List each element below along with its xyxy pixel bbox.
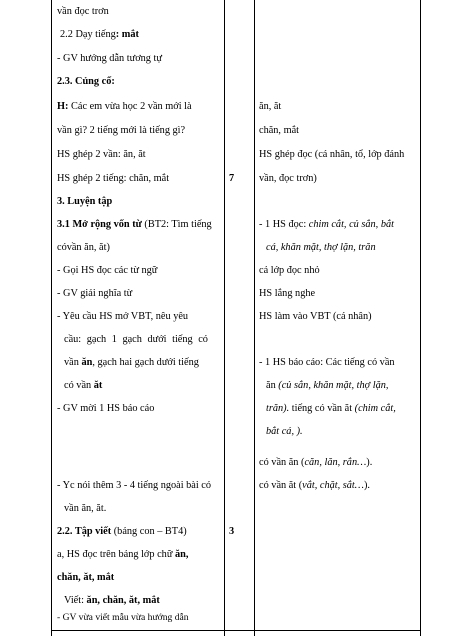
text-line: - 1 HS đọc: chim cắt, củ sắn, bắt — [259, 219, 394, 230]
text-line: trăn). tiếng có vần ăt (chim cắt, — [266, 403, 396, 414]
text-line: vần đọc trơn — [57, 6, 109, 17]
text-line: 3.1 Mở rộng vốn từ (BT2: Tìm tiếng — [57, 219, 212, 230]
text-line: có vần ăt — [64, 380, 103, 391]
text-line: cả lớp đọc nhỏ — [259, 265, 320, 276]
text-line: bắt cá, ). — [266, 426, 303, 437]
text-line: vần gì? 2 tiếng mới là tiếng gì? — [57, 125, 186, 136]
text-line: - GV mời 1 HS báo cáo — [57, 403, 155, 414]
text-line: vần ăn, ăt. — [64, 503, 107, 514]
text-line: - 1 HS báo cáo: Các tiếng có vần — [259, 357, 395, 368]
text-line: vần, đọc trơn) — [259, 173, 317, 184]
time-value: 7 — [229, 173, 235, 184]
text-line: - GV giải nghĩa từ — [57, 288, 133, 299]
text-line: HS làm vào VBT (cá nhân) — [259, 311, 372, 322]
section-heading: 2.3. Củng cố: — [57, 76, 115, 87]
text-line: - Yêu cầu HS mở VBT, nêu yêu — [57, 311, 189, 322]
time-value: 3 — [229, 526, 235, 537]
text-line: - GV hướng dẫn tương tự — [57, 53, 162, 64]
text-line: vần ăn, gạch hai gạch dưới tiếng — [64, 357, 199, 368]
text-line: HS ghép 2 vần: ăn, ăt — [57, 149, 146, 160]
text-line: - Yc nói thêm 3 - 4 tiếng ngoài bài có — [57, 480, 212, 491]
text-line: Viết: ăn, chăn, ăt, mắt — [64, 595, 160, 606]
text-line: HS ghép 2 tiếng: chăn, mắt — [57, 173, 170, 184]
text-line: ăn (củ sắn, khăn mặt, thợ lặn, — [266, 380, 389, 391]
text-line: a, HS đọc trên bảng lớp chữ ăn, — [57, 549, 189, 560]
text-line: chăn, ăt, mắt — [57, 572, 115, 583]
section-heading: 3. Luyện tập — [57, 196, 113, 207]
text-line: ăn, ăt — [259, 101, 282, 112]
text-line: có vần ăn (căn, lăn, rắn…). — [259, 457, 373, 468]
text-line: 2.2 Dạy tiếng: mắt — [60, 29, 139, 40]
text-line: có vần ăt (vắt, chặt, sắt…). — [259, 480, 370, 491]
text-line: cóvần ăn, ăt) — [57, 242, 110, 253]
text-line: chăn, mắt — [259, 125, 300, 136]
text-line: HS ghép đọc (cá nhân, tổ, lớp đánh — [259, 149, 405, 160]
text-line: - Gọi HS đọc các từ ngữ — [57, 265, 158, 276]
text-line: cá, khăn mặt, thợ lặn, trăn — [266, 242, 376, 253]
text-line: H: Các em vừa học 2 vần mới là — [57, 101, 192, 112]
text-line: HS lắng nghe — [259, 288, 316, 299]
text-line: 2.2. Tập viết (bảng con – BT4) — [57, 526, 187, 537]
text-line: - GV vừa viết mẫu vừa hướng dẫn — [57, 612, 189, 623]
text-line: cầu: gạch 1 gạch dưới tiếng có — [64, 334, 208, 345]
